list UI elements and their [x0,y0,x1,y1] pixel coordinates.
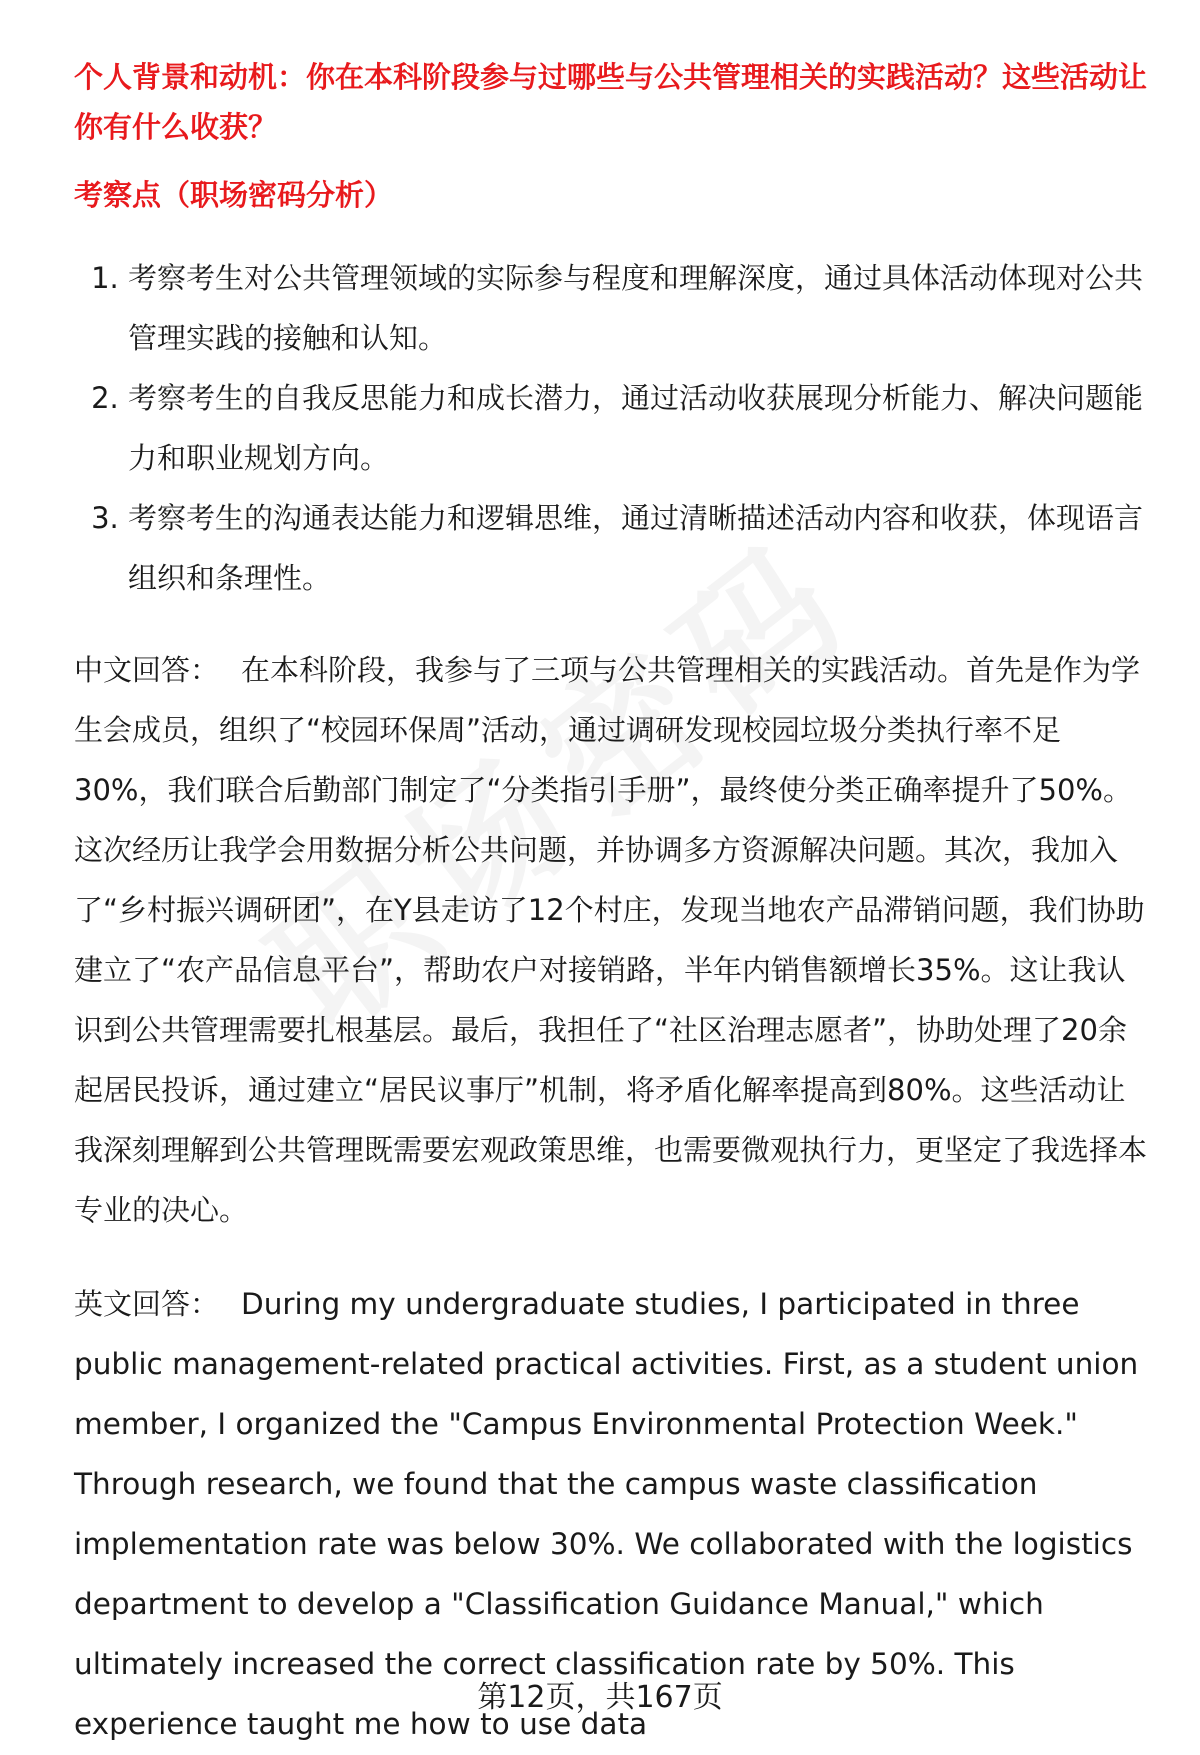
chinese-answer [74,640,1154,1240]
chinese-answer-text: 在本科阶段，我参与了三项与公共管理相关的实践活动。首先是作为学生会成员，组织了“校园环保周”活动，通过调研发现校园垃圾分类执行率不足30%，我们联合后勤部门制定了“分类指引手册”，最终使分类正确率提升了50%。这次经历让我学会用数据分析公共问题，并协调多方资源解决问题。其次，我加入了“乡村振兴调研团”，在Y县走访了12个村庄，发现当地农产品滞销问题，我们协助建立了“农产品信息平台”，帮助农户对接销路，半年内销售额增长35%。这让我认识到公共管理需要扎根基层。最后，我担任了“社区治理志愿者”，协助处理了20余起居民投诉，通过建立“居民议事厅”机制，将矛盾化解率提高到80%。这些活动让我深刻理解到公共管理既需要宏观政策思维，也需要微观执行力，更坚定了我选择本专业的决心。 [74,653,1148,1227]
english-answer-text: During my undergraduate studies, I participated in three public management-related practical activities. First, as a student union member, I organized the "Campus Environmental Protection Week." Through research, we found that the campus waste classification implementation rate was below 30%. We collaborated with the logistics department to develop a "Classification Guidance Manual," which ultimately increased the correct classification rate by 50%. This experience taught me how to use data [74,1287,1139,1741]
assessment-points-list [74,248,1154,608]
page-content [74,52,1154,1754]
english-answer-label: 英文回答： [74,1287,220,1321]
page-number: 第12页，共167页 [477,1680,723,1715]
assessment-point: 2. 考察考生的自我反思能力和成长潜力，通过活动收获展现分析能力、解决问题能力和职业规划方向。 [128,368,1154,488]
question-heading: 个人背景和动机：你在本科阶段参与过哪些与公共管理相关的实践活动？这些活动让你有什么收获？ [74,60,1148,144]
assessment-point: 3. 考察考生的沟通表达能力和逻辑思维，通过清晰描述活动内容和收获，体现语言组织和条理性。 [128,488,1154,608]
section-title: 考察点（职场密码分析） [74,178,394,212]
assessment-point: 1. 考察考生对公共管理领域的实际参与程度和理解深度，通过具体活动体现对公共管理实践的接触和认知。 [128,248,1154,368]
chinese-answer-label: 中文回答： [74,653,220,687]
